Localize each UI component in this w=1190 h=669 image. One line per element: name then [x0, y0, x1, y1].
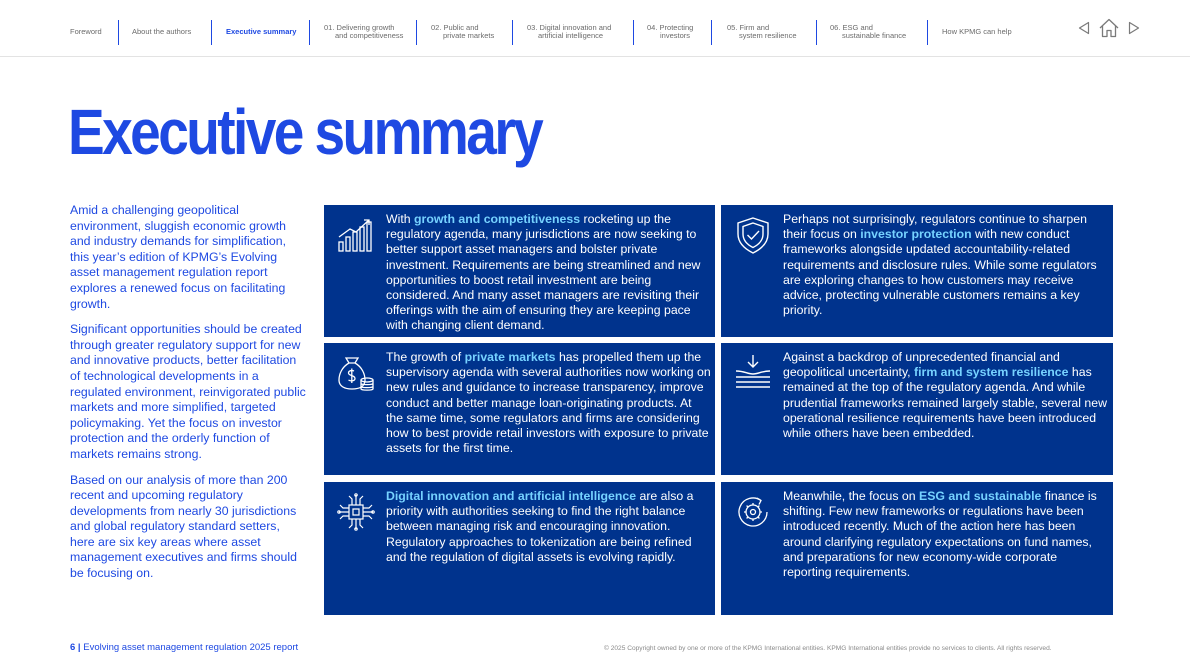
card-highlight: investor protection	[860, 227, 972, 242]
card-highlight: growth and competitiveness	[414, 212, 581, 226]
card-text	[783, 489, 1109, 580]
nav-esg-sustainable-finance[interactable]	[830, 20, 906, 44]
nav-line: system resilience	[739, 31, 797, 40]
nav-label	[830, 24, 906, 41]
intro-text	[70, 203, 306, 592]
nav-divider	[633, 20, 634, 45]
nav-line: ESG and	[842, 22, 873, 32]
card-private-markets	[324, 343, 715, 475]
nav-divider	[416, 20, 417, 45]
card-text-part: finance is shifting. Few new frameworks or regulations have been introduced recently. Much of the action here has been around clarifying regulatory expectations on fund names, and preparations for new economy-wide corporate reporting requirements.	[783, 489, 1097, 580]
nav-divider	[816, 20, 817, 45]
nav-executive-summary[interactable]	[226, 20, 296, 44]
home-icon[interactable]	[1098, 18, 1120, 43]
nav-line: Delivering growth	[336, 22, 395, 32]
card-text-part: Against a backdrop of unprecedented financial and geopolitical uncertainty,	[783, 350, 1060, 380]
growth-chart-icon	[336, 215, 376, 255]
page-title: Executive summary	[68, 96, 542, 168]
nav-number: 05.	[727, 22, 738, 32]
card-text-part: with new conduct frameworks alongside updated accountability-related requirements and disclosure rules. While some regulators are exploring changes to how customers may receive advice, protecting vulnerable customers remains a key priority.	[783, 227, 1097, 318]
footer-separator: |	[75, 642, 84, 653]
card-text-part: has propelled them up the supervisory agenda with several authorities now working on new rules and guidance to increase transparency, improve conduct and better manage loan-originating products. At the same time, some regulators and firms are considering how to best provide retail investors with exposure to private assets for the first time.	[386, 350, 711, 456]
card-highlight: firm and system resilience	[914, 365, 1069, 380]
page-navigation-tools	[1078, 18, 1140, 43]
nav-label: About the authors	[132, 26, 192, 36]
nav-foreword[interactable]	[70, 20, 102, 44]
nav-line: Public and	[443, 22, 479, 32]
top-navigation	[0, 0, 1190, 57]
nav-label: Foreword	[70, 26, 102, 36]
card-digital-innovation-ai	[324, 482, 715, 615]
nav-label	[727, 24, 797, 41]
resilience-layers-icon	[733, 353, 773, 393]
nav-protecting-investors[interactable]	[647, 20, 693, 44]
card-text	[783, 350, 1109, 441]
card-text	[386, 212, 711, 334]
nav-line: Firm and	[739, 22, 770, 32]
nav-label	[431, 24, 494, 41]
card-text	[386, 489, 711, 565]
nav-line: Digital innovation and	[539, 22, 612, 32]
card-esg-sustainable-finance	[721, 482, 1113, 615]
nav-digital-innovation[interactable]	[527, 20, 611, 44]
card-text-part: rocketing up the regulatory agenda, many jurisdictions are now seeking to better support asset managers and bolster private investment. Requirements are being streamlined and new opportunities to boost retail investment are being considered. And many asset managers are revisiting their offerings with the aim of ensuring they are keeping pace with changing client demand.	[386, 212, 701, 333]
nav-label	[647, 24, 693, 41]
key-areas-grid	[324, 205, 1113, 615]
nav-public-private-markets[interactable]	[431, 20, 494, 44]
shield-check-icon	[733, 215, 773, 255]
nav-line: artificial intelligence	[538, 31, 604, 40]
footer-report-info	[70, 642, 298, 653]
card-highlight: Digital innovation and artificial intelligence	[386, 489, 637, 503]
card-text	[783, 212, 1109, 318]
nav-line: Protecting	[659, 22, 694, 32]
nav-about-the-authors[interactable]	[132, 20, 191, 44]
money-bag-icon	[336, 353, 376, 393]
report-title: Evolving asset management regulation 2025 report	[83, 642, 299, 653]
nav-number: 04.	[647, 22, 658, 32]
nav-label: Executive summary	[226, 26, 297, 36]
card-highlight: ESG and sustainable	[919, 489, 1042, 503]
nav-divider	[711, 20, 712, 45]
card-text-part: has remained at the top of the regulatory agenda. And while prudential frameworks remained largely stable, several new operational resilience requirements have been introduced while others have been embedded.	[783, 365, 1107, 441]
card-investor-protection	[721, 205, 1113, 337]
copyright-notice: © 2025 Copyright owned by one or more of the KPMG International entities. KPMG International entities provide no services to clients. All rights reserved.	[604, 645, 1052, 652]
nav-number: 01.	[324, 22, 335, 32]
nav-how-kpmg-can-help[interactable]	[942, 20, 1012, 44]
card-firm-system-resilience	[721, 343, 1113, 475]
nav-line: sustainable finance	[842, 31, 907, 40]
page-number: 6	[70, 642, 76, 653]
nav-number: 02.	[431, 22, 442, 32]
nav-delivering-growth[interactable]	[324, 20, 403, 44]
nav-label: How KPMG can help	[942, 26, 1012, 36]
card-text-part: Meanwhile, the focus on	[783, 489, 920, 503]
nav-divider	[309, 20, 310, 45]
nav-divider	[927, 20, 928, 45]
nav-divider	[512, 20, 513, 45]
card-growth-competitiveness	[324, 205, 715, 337]
card-text-part: The growth of	[386, 350, 465, 364]
nav-divider	[211, 20, 212, 45]
next-page-icon[interactable]	[1128, 21, 1140, 40]
nav-label	[527, 24, 611, 41]
intro-paragraph: Amid a challenging geopolitical environment, sluggish economic growth and industry demands for simplification, this year’s edition of KPMG’s Evolving asset management regulation report explores a renewed focus on facilitating growth.	[70, 203, 286, 311]
previous-page-icon[interactable]	[1078, 21, 1090, 40]
card-text-part: With	[386, 212, 415, 226]
nav-number: 03.	[527, 22, 538, 32]
card-highlight: private markets	[464, 350, 556, 364]
nav-number: 06.	[830, 22, 841, 32]
nav-line: investors	[660, 31, 691, 40]
nav-divider	[118, 20, 119, 45]
card-text	[386, 350, 711, 456]
nav-label	[324, 24, 403, 41]
nav-line: private markets	[443, 31, 495, 40]
card-text-part: are also a priority with authorities seeking to find the right balance between managing risk and encouraging innovation. Regulatory approaches to tokenization are being refined and the regulation of digital assets is evolving rapidly.	[386, 489, 694, 564]
ai-chip-icon	[336, 492, 376, 532]
card-text-part: Perhaps not surprisingly, regulators continue to sharpen their focus on	[783, 212, 1087, 242]
sustainability-gear-icon	[733, 492, 773, 532]
nav-line: and competitiveness	[335, 31, 404, 40]
intro-paragraph: Based on our analysis of more than 200 recent and upcoming regulatory developments from nearly 30 jurisdictions and global regulatory standard setters, here are six key areas where asset management executives and firms should be focusing on.	[70, 472, 297, 581]
intro-paragraph: Significant opportunities should be created through greater regulatory support for new and innovative products, better facilitation of technological developments in a regulated environment, reinvigorated public markets and more simplified, targeted policymaking. Yet the focus on investor protection and the orderly function of markets remains strong.	[70, 322, 306, 461]
nav-firm-system-resilience[interactable]	[727, 20, 797, 44]
